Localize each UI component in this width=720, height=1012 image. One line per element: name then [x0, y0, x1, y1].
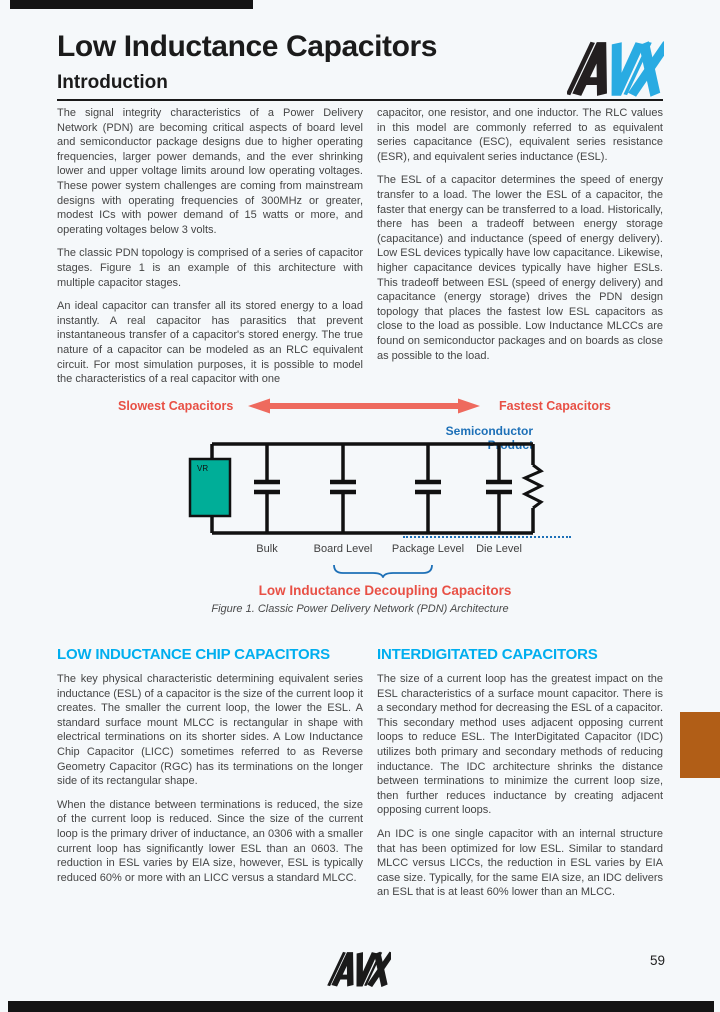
vr-box-label: VR: [197, 464, 209, 473]
section-paragraph: The size of a current loop has the greatest impact on the ESL characteristics of a surface mount capacitor. There is a secondary method for decreasing the ESL of a capacitor. This secondary method uses adjacent opposing current loops to reduce ESL. The InterDigitated Capacitor (IDC) utilizes both primary and secondary methods of reducing inductance. The IDC architecture shrinks the distance between terminations to minimize the current loop size, then further reduces inductance by creating adjacent opposing current loops.: [377, 673, 663, 817]
low-inductance-decoupling-label: Low Inductance Decoupling Capacitors: [258, 583, 512, 598]
page-subtitle: Introduction: [57, 72, 168, 93]
section-heading: LOW INDUCTANCE CHIP CAPACITORS: [57, 646, 330, 663]
stage-label-bulk: Bulk: [256, 543, 278, 555]
semiconductor-region-line: [403, 536, 571, 538]
section-paragraph: An IDC is one single capacitor with an internal structure that has been optimized for low ESL. Similar to standard MLCC versus LICCs, the reduction in ESL varies by EIA case size. Typically, for the same EIA size, an IDC delivers an ESL that is at least 60% lower than an MLCC.: [377, 827, 663, 899]
stage-label-package-level: Package Level: [391, 543, 465, 555]
stage-label-die-level: Die Level: [476, 543, 522, 555]
avx-logo-icon: [567, 40, 664, 97]
intro-paragraph: The ESL of a capacitor determines the speed of energy transfer to a load. The lower the ESL of a capacitor, the faster that energy can be transferred to a load. Historically, there has been a tradeoff between energy storage (capacitance) and inductance (speed of energy delivery). Low ESL devices typically have low capacitance. Likewise, higher capacitance devices typically have higher ESLs. This tradeoff between ESL (speed of energy delivery) and capacitance (energy storage) drives the PDN design topology that places the fastest low ESL capacitors as close to the load as possible. Low Inductance MLCCs are found on semiconductor packages and on boards as close as possible to the load.: [377, 174, 663, 362]
semiconductor-product-label: Semiconductor Product: [445, 424, 533, 452]
double-arrow-icon: [248, 398, 480, 414]
intro-paragraph: capacitor, one resistor, and one inductor. The RLC values in this model are commonly referred to as equivalent series capacitance (ESC), equivalent series resistance (ESR), and equivalent series inductance (ESL).: [377, 107, 663, 163]
header-rule: [57, 99, 663, 101]
section-index-tab: [680, 712, 720, 778]
figure-caption: Figure 1. Classic Power Delivery Network (PDN) Architecture: [211, 603, 509, 615]
section-interdigitated-capacitors: [377, 646, 663, 909]
section-paragraph: When the distance between terminations is reduced, the size of the current loop is reduced. Since the size of the current loop is the primary driver of inductance, an 0306 with a smaller current loop has significantly lower ESL than an 0603. The reduction in ESL varies by EIA size, however, ESL is typically reduced 60% or more with an LICC versus a standard MLCC.: [57, 798, 363, 884]
stage-label-board-level: Board Level: [313, 543, 373, 555]
page-number: 59: [650, 953, 666, 968]
fastest-capacitors-label: Fastest Capacitors: [499, 399, 611, 413]
vr-box: [190, 459, 230, 516]
intro-left-column: [57, 106, 363, 396]
pdn-figure: [0, 393, 720, 625]
slowest-capacitors-label: Slowest Capacitors: [118, 399, 234, 413]
brace-icon: [333, 564, 433, 579]
intro-right-column: [377, 106, 663, 372]
section-heading: INTERDIGITATED CAPACITORS: [377, 646, 598, 663]
section-low-inductance-chip-capacitors: [57, 646, 363, 894]
section-paragraph: The key physical characteristic determining equivalent series inductance (ESL) of a capacitor is the size of the current loop it creates. The smaller the current loop, the lower the ESL. A standard surface mount MLCC is rectangular in shape with electrical terminations on its shorter sides. A Low Inductance Chip Capacitor (LICC) sometimes referred to as Reverse Geometry Capacitor (RGC) has its terminations on the longer side of its rectangular shape.: [57, 673, 363, 788]
page-title: Low Inductance Capacitors: [57, 30, 438, 63]
intro-paragraph: An ideal capacitor can transfer all its stored energy to a load instantly. A real capacitor has parasitics that prevent instantaneous transfer of a capacitor's stored energy. The true nature of a capacitor can be modeled as an RLC equivalent circuit. For most simulation purposes, it is possible to model the characteristics of a real capacitor with one: [57, 300, 363, 386]
intro-paragraph: The signal integrity characteristics of a Power Delivery Network (PDN) are becoming critical aspects of board level and semiconductor package designs due to higher operating frequencies, larger power demands, and the ever shrinking lower and upper voltage limits around low operating voltages. These power system challenges are coming from mainstream designs with operating frequencies of 300MHz or greater, modest ICs with power demand of 15 watts or more, and operating voltages below 3 volts.: [57, 107, 363, 236]
avx-logo-footer-icon: [327, 951, 391, 987]
top-scan-bar: [10, 0, 253, 9]
intro-paragraph: The classic PDN topology is comprised of a series of capacitor stages. Figure 1 is an example of this architecture with multiple capacitor stages.: [57, 247, 363, 289]
bottom-scan-bar: [8, 1001, 714, 1012]
